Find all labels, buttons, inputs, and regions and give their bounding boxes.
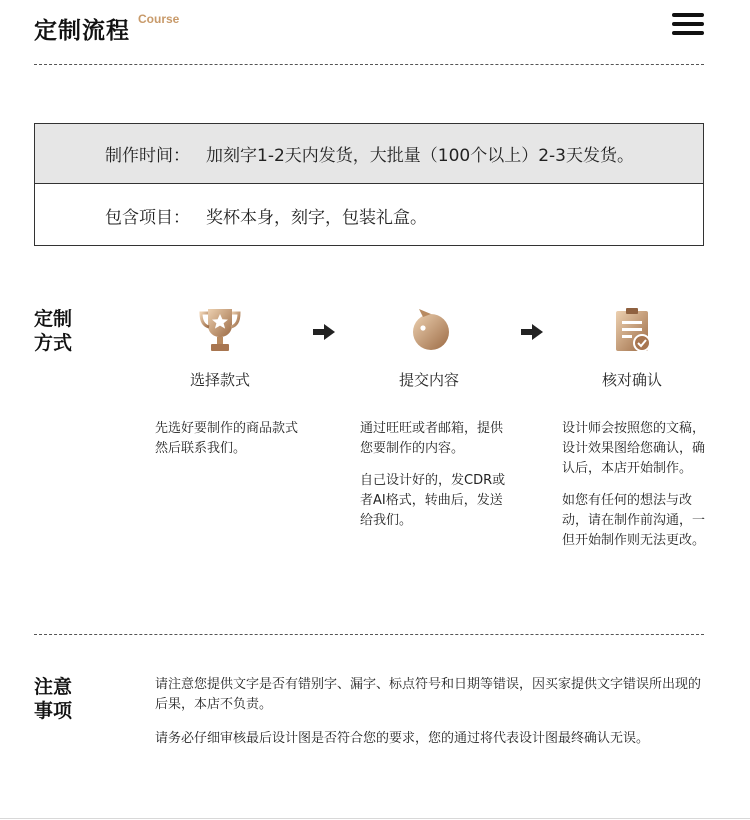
info-value: 加刻字1-2天内发货，大批量（100个以上）2-3天发货。 bbox=[206, 146, 634, 166]
info-row-production-time bbox=[35, 124, 703, 184]
note-paragraph: 请注意您提供文字是否有错别字、漏字、标点符号和日期等错误，因买家提供文字错误所出现的后果，本店不负责。 bbox=[155, 677, 702, 712]
clipboard-check-icon bbox=[608, 305, 656, 353]
info-value: 奖杯本身，刻字，包装礼盒。 bbox=[206, 207, 427, 228]
info-row-included-items bbox=[35, 185, 703, 245]
middle-divider bbox=[34, 634, 704, 635]
method-label-line2: 方式 bbox=[34, 332, 73, 354]
arrow-right-icon bbox=[313, 324, 335, 340]
page-header bbox=[34, 8, 714, 48]
notes-section-label bbox=[34, 675, 84, 723]
step-label: 核对确认 bbox=[601, 371, 662, 389]
info-label: 制作时间： bbox=[105, 146, 190, 166]
step-description-3 bbox=[562, 419, 707, 563]
step-label: 提交内容 bbox=[398, 371, 459, 389]
step-select-style bbox=[145, 305, 295, 390]
step-description-2 bbox=[360, 419, 510, 543]
arrow-right-icon bbox=[521, 324, 543, 340]
notes-content bbox=[155, 675, 710, 763]
info-table bbox=[34, 123, 704, 246]
description-paragraph: 通过旺旺或者邮箱，提供您要制作的内容。 bbox=[360, 421, 504, 456]
hamburger-menu-icon[interactable] bbox=[672, 13, 704, 35]
trophy-icon bbox=[196, 305, 244, 353]
step-confirm bbox=[557, 305, 707, 390]
page-title: 定制流程 bbox=[34, 18, 130, 44]
description-paragraph: 如您有任何的想法与改动，请在制作前沟通，一但开始制作则无法更改。 bbox=[562, 493, 706, 548]
page-subtitle: Course bbox=[138, 12, 180, 26]
notes-label-line1: 注意 bbox=[34, 676, 73, 698]
method-label-line1: 定制 bbox=[34, 308, 73, 330]
note-paragraph: 请务必仔细审核最后设计图是否符合您的要求，您的通过将代表设计图最终确认无误。 bbox=[155, 731, 650, 746]
description-paragraph: 自己设计好的，发CDR或者AI格式，转曲后，发送给我们。 bbox=[360, 473, 506, 528]
method-section-label bbox=[34, 307, 84, 355]
chat-bubble-icon bbox=[405, 305, 453, 353]
description-paragraph: 设计师会按照您的文稿，设计效果图给您确认，确认后，本店开始制作。 bbox=[562, 421, 706, 476]
info-label: 包含项目： bbox=[105, 207, 190, 228]
step-label: 选择款式 bbox=[189, 371, 250, 389]
step-submit-content bbox=[354, 305, 504, 390]
top-divider bbox=[34, 64, 704, 65]
bottom-border bbox=[0, 818, 750, 819]
notes-label-line2: 事项 bbox=[34, 700, 73, 722]
step-description-1 bbox=[155, 419, 305, 471]
description-paragraph: 先选好要制作的商品款式然后联系我们。 bbox=[155, 421, 299, 456]
